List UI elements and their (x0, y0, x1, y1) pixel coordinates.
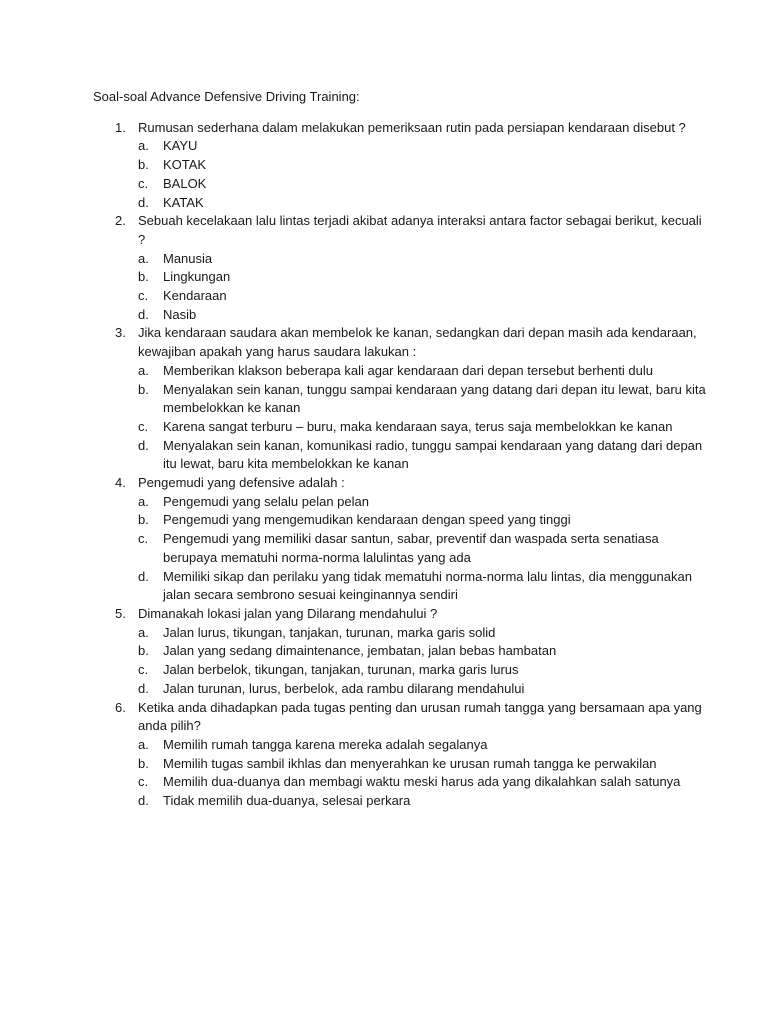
question-text: Ketika anda dihadapkan pada tugas penting dan urusan rumah tangga yang bersamaan apa yang anda pilih? (138, 699, 702, 734)
option-letter: c. (138, 418, 149, 434)
document-title: Soal-soal Advance Defensive Driving Training: (93, 89, 360, 104)
option-text: Memberikan klakson beberapa kali agar kendaraan dari depan tersebut berhenti dulu (163, 362, 653, 378)
option-list (138, 250, 708, 325)
question-2 (93, 212, 708, 324)
option-text: KOTAK (163, 157, 207, 173)
option-letter: b. (138, 269, 149, 285)
option-letter: d. (138, 306, 149, 322)
option-letter: b. (138, 643, 149, 659)
question-text: Sebuah kecelakaan lalu lintas terjadi akibat adanya interaksi antara factor sebagai berikut, kecuali ? (138, 213, 702, 247)
question-number: 4. (115, 475, 126, 491)
option-text: Menyalakan sein kanan, komunikasi radio, tunggu sampai kendaraan yang datang dari depan itu lewat, baru kita membelokkan ke kanan (163, 437, 703, 472)
option-text: BALOK (163, 175, 207, 191)
option-text: Memiliki sikap dan perilaku yang tidak mematuhi norma-norma lalu lintas, dia menggunakan jalan secara sembrono sesuai keinginannya sendiri (163, 568, 692, 603)
option-letter: a. (138, 250, 149, 266)
option-letter: c. (138, 288, 149, 304)
option-letter: b. (138, 512, 149, 528)
option-c (138, 418, 708, 437)
option-letter: d. (138, 793, 149, 809)
option-text: Memilih dua-duanya dan membagi waktu meski harus ada yang dikalahkan salah satunya (163, 774, 681, 790)
option-text: Lingkungan (163, 269, 231, 285)
option-text: Pengemudi yang memiliki dasar santun, sabar, preventif dan waspada serta senatiasa berupaya mematuhi norma-norma lalulintas yang ada (163, 531, 659, 565)
option-c (138, 661, 708, 680)
question-text: Rumusan sederhana dalam melakukan pemeriksaan rutin pada persiapan kendaraan disebut ? (138, 119, 686, 135)
option-d (138, 568, 708, 605)
question-1 (93, 119, 708, 213)
option-letter: c. (138, 662, 149, 678)
question-number: 3. (115, 325, 126, 341)
option-text: Pengemudi yang mengemudikan kendaraan dengan speed yang tinggi (163, 512, 571, 528)
option-text: Menyalakan sein kanan, tunggu sampai kendaraan yang datang dari depan itu lewat, baru kita membelokkan ke kanan (163, 381, 706, 416)
option-text: Tidak memilih dua-duanya, selesai perkara (163, 793, 411, 809)
option-text: Nasib (163, 306, 197, 322)
option-a (138, 493, 708, 512)
option-text: Jalan berbelok, tikungan, tanjakan, turunan, marka garis lurus (163, 662, 519, 678)
question-number: 2. (115, 213, 126, 229)
option-letter: c. (138, 531, 149, 547)
question-6 (93, 699, 708, 811)
option-a (138, 137, 708, 156)
question-4 (93, 474, 708, 605)
option-letter: a. (138, 138, 149, 154)
option-a (138, 362, 708, 381)
question-number: 6. (115, 699, 126, 715)
option-letter: b. (138, 755, 149, 771)
option-text: Kendaraan (163, 288, 227, 304)
option-letter: b. (138, 157, 149, 173)
option-letter: d. (138, 680, 149, 696)
option-b (138, 268, 708, 287)
option-letter: c. (138, 175, 149, 191)
question-number: 5. (115, 605, 126, 621)
option-list (138, 362, 708, 474)
option-d (138, 680, 708, 699)
option-text: Jalan lurus, tikungan, tanjakan, turunan, marka garis solid (163, 624, 496, 640)
option-list (138, 624, 708, 699)
option-letter: b. (138, 381, 149, 397)
option-d (138, 306, 708, 325)
option-a (138, 250, 708, 269)
question-number: 1. (115, 119, 126, 135)
question-5 (93, 605, 708, 699)
option-d (138, 437, 708, 474)
option-letter: a. (138, 493, 149, 509)
option-letter: d. (138, 194, 149, 210)
option-list (138, 493, 708, 605)
option-letter: c. (138, 774, 149, 790)
option-a (138, 624, 708, 643)
option-d (138, 792, 708, 811)
question-3 (93, 324, 708, 474)
option-letter: d. (138, 568, 149, 584)
option-c (138, 773, 708, 792)
question-text: Jika kendaraan saudara akan membelok ke kanan, sedangkan dari depan masih ada kendaraan, kewajiban apakah yang harus saudara lakukan : (138, 325, 697, 360)
option-letter: a. (138, 624, 149, 640)
option-text: Pengemudi yang selalu pelan pelan (163, 493, 369, 509)
option-letter: a. (138, 362, 149, 378)
option-b (138, 381, 708, 418)
option-b (138, 156, 708, 175)
option-list (138, 137, 708, 212)
option-d (138, 194, 708, 213)
option-text: Memilih rumah tangga karena mereka adalah segalanya (163, 736, 488, 752)
option-c (138, 287, 708, 306)
question-list (93, 119, 708, 811)
option-c (138, 175, 708, 194)
option-text: KAYU (163, 138, 198, 154)
question-text: Dimanakah lokasi jalan yang Dilarang mendahului ? (138, 605, 438, 621)
option-text: Manusia (163, 250, 213, 266)
question-text: Pengemudi yang defensive adalah : (138, 475, 345, 491)
option-letter: d. (138, 437, 149, 453)
option-text: Jalan yang sedang dimaintenance, jembatan, jalan bebas hambatan (163, 643, 557, 659)
option-a (138, 736, 708, 755)
option-c (138, 530, 708, 567)
option-letter: a. (138, 736, 149, 752)
option-text: KATAK (163, 194, 204, 210)
option-list (138, 736, 708, 811)
option-text: Karena sangat terburu – buru, maka kendaraan saya, terus saja membelokkan ke kanan (163, 418, 673, 434)
option-b (138, 642, 708, 661)
option-text: Jalan turunan, lurus, berbelok, ada rambu dilarang mendahului (163, 680, 525, 696)
option-text: Memilih tugas sambil ikhlas dan menyerahkan ke urusan rumah tangga ke perwakilan (163, 755, 657, 771)
option-b (138, 511, 708, 530)
option-b (138, 755, 708, 774)
